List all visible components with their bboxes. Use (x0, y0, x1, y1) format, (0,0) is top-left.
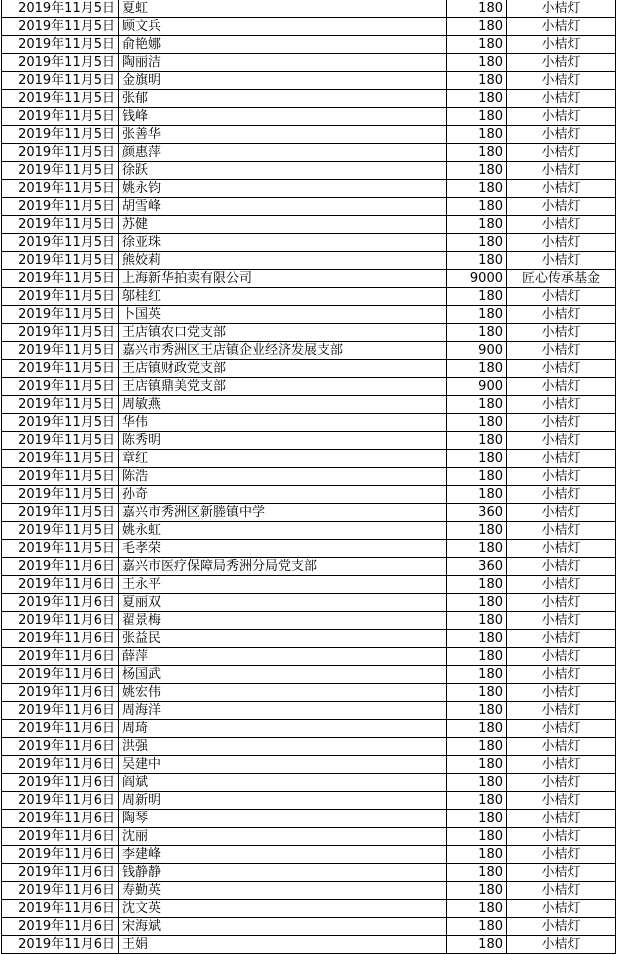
amount-cell: 180 (447, 414, 507, 432)
date-cell: 2019年11月5日 (2, 468, 119, 486)
table-row (2, 792, 616, 810)
amount-cell: 180 (447, 396, 507, 414)
date-cell: 2019年11月5日 (2, 414, 119, 432)
date-cell: 2019年11月6日 (2, 558, 119, 576)
table-row (2, 252, 616, 270)
donor-name-cell: 王店镇鼎美党支部 (119, 378, 447, 396)
donor-name-cell: 夏丽双 (119, 594, 447, 612)
donor-name-cell: 姚宏伟 (119, 684, 447, 702)
donor-name-cell: 薛萍 (119, 648, 447, 666)
purpose-cell: 小桔灯 (507, 792, 616, 810)
amount-cell: 180 (447, 252, 507, 270)
donor-name-cell: 陈浩 (119, 468, 447, 486)
donor-name-cell: 华伟 (119, 414, 447, 432)
donor-name-cell: 陶琴 (119, 810, 447, 828)
donor-name-cell: 王店镇财政党支部 (119, 360, 447, 378)
donor-name-cell: 章红 (119, 450, 447, 468)
purpose-cell: 小桔灯 (507, 774, 616, 792)
amount-cell: 180 (447, 936, 507, 954)
purpose-cell: 小桔灯 (507, 900, 616, 918)
purpose-cell: 小桔灯 (507, 216, 616, 234)
purpose-cell: 小桔灯 (507, 180, 616, 198)
date-cell: 2019年11月5日 (2, 126, 119, 144)
date-cell: 2019年11月6日 (2, 684, 119, 702)
purpose-cell: 小桔灯 (507, 252, 616, 270)
donation-table (1, 0, 616, 954)
purpose-cell: 小桔灯 (507, 144, 616, 162)
date-cell: 2019年11月5日 (2, 288, 119, 306)
amount-cell: 360 (447, 558, 507, 576)
table-row (2, 594, 616, 612)
amount-cell: 180 (447, 774, 507, 792)
table-row (2, 162, 616, 180)
purpose-cell: 小桔灯 (507, 738, 616, 756)
amount-cell: 180 (447, 522, 507, 540)
purpose-cell: 小桔灯 (507, 54, 616, 72)
table-row (2, 936, 616, 954)
table-row (2, 126, 616, 144)
purpose-cell: 小桔灯 (507, 90, 616, 108)
amount-cell: 180 (447, 594, 507, 612)
date-cell: 2019年11月6日 (2, 846, 119, 864)
donor-name-cell: 姚永虹 (119, 522, 447, 540)
table-row (2, 288, 616, 306)
date-cell: 2019年11月5日 (2, 252, 119, 270)
date-cell: 2019年11月5日 (2, 522, 119, 540)
date-cell: 2019年11月6日 (2, 792, 119, 810)
table-row (2, 828, 616, 846)
purpose-cell: 小桔灯 (507, 396, 616, 414)
purpose-cell: 小桔灯 (507, 432, 616, 450)
table-row (2, 864, 616, 882)
donor-name-cell: 俞艳娜 (119, 36, 447, 54)
date-cell: 2019年11月5日 (2, 504, 119, 522)
amount-cell: 900 (447, 378, 507, 396)
amount-cell: 180 (447, 900, 507, 918)
table-row (2, 36, 616, 54)
donor-name-cell: 钱峰 (119, 108, 447, 126)
amount-cell: 180 (447, 144, 507, 162)
table-row (2, 756, 616, 774)
donor-name-cell: 姚永钧 (119, 180, 447, 198)
table-row (2, 432, 616, 450)
table-row (2, 900, 616, 918)
amount-cell: 180 (447, 36, 507, 54)
date-cell: 2019年11月6日 (2, 612, 119, 630)
amount-cell: 9000 (447, 270, 507, 288)
donor-name-cell: 周新明 (119, 792, 447, 810)
donor-name-cell: 苏健 (119, 216, 447, 234)
purpose-cell: 小桔灯 (507, 684, 616, 702)
donor-name-cell: 上海新华拍卖有限公司 (119, 270, 447, 288)
amount-cell: 180 (447, 108, 507, 126)
date-cell: 2019年11月5日 (2, 450, 119, 468)
date-cell: 2019年11月5日 (2, 36, 119, 54)
purpose-cell: 小桔灯 (507, 540, 616, 558)
donor-name-cell: 嘉兴市秀洲区新塍镇中学 (119, 504, 447, 522)
table-row (2, 0, 616, 18)
purpose-cell: 小桔灯 (507, 828, 616, 846)
purpose-cell: 小桔灯 (507, 342, 616, 360)
table-row (2, 378, 616, 396)
purpose-cell: 小桔灯 (507, 918, 616, 936)
donor-name-cell: 寿勤英 (119, 882, 447, 900)
table-row (2, 360, 616, 378)
amount-cell: 180 (447, 720, 507, 738)
donor-name-cell: 王永平 (119, 576, 447, 594)
date-cell: 2019年11月5日 (2, 378, 119, 396)
donor-name-cell: 宋海斌 (119, 918, 447, 936)
purpose-cell: 小桔灯 (507, 720, 616, 738)
date-cell: 2019年11月5日 (2, 198, 119, 216)
donor-name-cell: 卜国英 (119, 306, 447, 324)
purpose-cell: 小桔灯 (507, 36, 616, 54)
date-cell: 2019年11月5日 (2, 216, 119, 234)
amount-cell: 180 (447, 450, 507, 468)
amount-cell: 180 (447, 792, 507, 810)
table-row (2, 702, 616, 720)
donor-name-cell: 熊姣莉 (119, 252, 447, 270)
date-cell: 2019年11月6日 (2, 774, 119, 792)
date-cell: 2019年11月5日 (2, 18, 119, 36)
donor-name-cell: 嘉兴市医疗保障局秀洲分局党支部 (119, 558, 447, 576)
donor-name-cell: 陈秀明 (119, 432, 447, 450)
table-row (2, 630, 616, 648)
purpose-cell: 小桔灯 (507, 810, 616, 828)
date-cell: 2019年11月5日 (2, 432, 119, 450)
amount-cell: 180 (447, 90, 507, 108)
date-cell: 2019年11月6日 (2, 576, 119, 594)
date-cell: 2019年11月6日 (2, 756, 119, 774)
amount-cell: 180 (447, 828, 507, 846)
donor-name-cell: 周敏燕 (119, 396, 447, 414)
amount-cell: 180 (447, 864, 507, 882)
donor-name-cell: 颜惠萍 (119, 144, 447, 162)
date-cell: 2019年11月5日 (2, 0, 119, 18)
purpose-cell: 小桔灯 (507, 522, 616, 540)
amount-cell: 180 (447, 576, 507, 594)
amount-cell: 900 (447, 342, 507, 360)
amount-cell: 180 (447, 684, 507, 702)
donor-name-cell: 顾文兵 (119, 18, 447, 36)
amount-cell: 180 (447, 810, 507, 828)
purpose-cell: 匠心传承基金 (507, 270, 616, 288)
donor-name-cell: 吴建中 (119, 756, 447, 774)
purpose-cell: 小桔灯 (507, 162, 616, 180)
amount-cell: 180 (447, 702, 507, 720)
date-cell: 2019年11月5日 (2, 342, 119, 360)
purpose-cell: 小桔灯 (507, 288, 616, 306)
date-cell: 2019年11月5日 (2, 540, 119, 558)
purpose-cell: 小桔灯 (507, 612, 616, 630)
date-cell: 2019年11月6日 (2, 702, 119, 720)
amount-cell: 180 (447, 54, 507, 72)
table-row (2, 558, 616, 576)
table-row (2, 54, 616, 72)
date-cell: 2019年11月6日 (2, 720, 119, 738)
donor-name-cell: 张益民 (119, 630, 447, 648)
donor-name-cell: 李建峰 (119, 846, 447, 864)
date-cell: 2019年11月6日 (2, 828, 119, 846)
purpose-cell: 小桔灯 (507, 936, 616, 954)
purpose-cell: 小桔灯 (507, 504, 616, 522)
amount-cell: 180 (447, 486, 507, 504)
amount-cell: 180 (447, 756, 507, 774)
donor-name-cell: 徐亚珠 (119, 234, 447, 252)
amount-cell: 180 (447, 630, 507, 648)
amount-cell: 180 (447, 0, 507, 18)
table-row (2, 846, 616, 864)
table-row (2, 648, 616, 666)
amount-cell: 180 (447, 882, 507, 900)
purpose-cell: 小桔灯 (507, 414, 616, 432)
date-cell: 2019年11月5日 (2, 360, 119, 378)
amount-cell: 180 (447, 216, 507, 234)
amount-cell: 180 (447, 306, 507, 324)
purpose-cell: 小桔灯 (507, 558, 616, 576)
table-row (2, 324, 616, 342)
table-row (2, 270, 616, 288)
table-row (2, 738, 616, 756)
amount-cell: 360 (447, 504, 507, 522)
donor-name-cell: 邬桂红 (119, 288, 447, 306)
date-cell: 2019年11月6日 (2, 810, 119, 828)
date-cell: 2019年11月5日 (2, 270, 119, 288)
table-row (2, 180, 616, 198)
table-row (2, 666, 616, 684)
amount-cell: 180 (447, 324, 507, 342)
date-cell: 2019年11月6日 (2, 630, 119, 648)
amount-cell: 180 (447, 288, 507, 306)
donor-name-cell: 周海洋 (119, 702, 447, 720)
donor-name-cell: 夏虹 (119, 0, 447, 18)
date-cell: 2019年11月6日 (2, 666, 119, 684)
date-cell: 2019年11月5日 (2, 306, 119, 324)
table-row (2, 342, 616, 360)
purpose-cell: 小桔灯 (507, 378, 616, 396)
table-row (2, 396, 616, 414)
amount-cell: 180 (447, 18, 507, 36)
donor-name-cell: 沈文英 (119, 900, 447, 918)
donor-name-cell: 王店镇农口党支部 (119, 324, 447, 342)
amount-cell: 180 (447, 360, 507, 378)
amount-cell: 180 (447, 72, 507, 90)
amount-cell: 180 (447, 648, 507, 666)
date-cell: 2019年11月5日 (2, 108, 119, 126)
table-row (2, 576, 616, 594)
donor-name-cell: 张郁 (119, 90, 447, 108)
purpose-cell: 小桔灯 (507, 324, 616, 342)
table-row (2, 774, 616, 792)
date-cell: 2019年11月6日 (2, 900, 119, 918)
donor-name-cell: 阎斌 (119, 774, 447, 792)
date-cell: 2019年11月5日 (2, 54, 119, 72)
amount-cell: 180 (447, 666, 507, 684)
table-row (2, 918, 616, 936)
donor-name-cell: 杨国武 (119, 666, 447, 684)
date-cell: 2019年11月5日 (2, 90, 119, 108)
purpose-cell: 小桔灯 (507, 882, 616, 900)
amount-cell: 180 (447, 198, 507, 216)
date-cell: 2019年11月6日 (2, 648, 119, 666)
table-row (2, 810, 616, 828)
purpose-cell: 小桔灯 (507, 630, 616, 648)
purpose-cell: 小桔灯 (507, 666, 616, 684)
purpose-cell: 小桔灯 (507, 756, 616, 774)
table-row (2, 720, 616, 738)
donor-name-cell: 陶丽洁 (119, 54, 447, 72)
purpose-cell: 小桔灯 (507, 0, 616, 18)
date-cell: 2019年11月6日 (2, 882, 119, 900)
purpose-cell: 小桔灯 (507, 72, 616, 90)
date-cell: 2019年11月5日 (2, 324, 119, 342)
purpose-cell: 小桔灯 (507, 864, 616, 882)
donor-name-cell: 金旗明 (119, 72, 447, 90)
amount-cell: 180 (447, 234, 507, 252)
amount-cell: 180 (447, 540, 507, 558)
table-row (2, 234, 616, 252)
date-cell: 2019年11月5日 (2, 486, 119, 504)
donor-name-cell: 胡雪峰 (119, 198, 447, 216)
table-row (2, 306, 616, 324)
amount-cell: 180 (447, 162, 507, 180)
purpose-cell: 小桔灯 (507, 126, 616, 144)
purpose-cell: 小桔灯 (507, 306, 616, 324)
donor-name-cell: 徐跃 (119, 162, 447, 180)
amount-cell: 180 (447, 918, 507, 936)
purpose-cell: 小桔灯 (507, 702, 616, 720)
donor-name-cell: 孙奇 (119, 486, 447, 504)
table-row (2, 72, 616, 90)
amount-cell: 180 (447, 468, 507, 486)
purpose-cell: 小桔灯 (507, 576, 616, 594)
table-row (2, 504, 616, 522)
purpose-cell: 小桔灯 (507, 594, 616, 612)
donor-name-cell: 沈丽 (119, 828, 447, 846)
purpose-cell: 小桔灯 (507, 18, 616, 36)
table-row (2, 90, 616, 108)
table-row (2, 882, 616, 900)
date-cell: 2019年11月5日 (2, 234, 119, 252)
table-row (2, 522, 616, 540)
table-row (2, 198, 616, 216)
date-cell: 2019年11月5日 (2, 144, 119, 162)
purpose-cell: 小桔灯 (507, 450, 616, 468)
table-row (2, 450, 616, 468)
table-row (2, 468, 616, 486)
date-cell: 2019年11月5日 (2, 72, 119, 90)
date-cell: 2019年11月5日 (2, 180, 119, 198)
table-row (2, 684, 616, 702)
table-row (2, 108, 616, 126)
donor-name-cell: 嘉兴市秀洲区王店镇企业经济发展支部 (119, 342, 447, 360)
purpose-cell: 小桔灯 (507, 468, 616, 486)
purpose-cell: 小桔灯 (507, 234, 616, 252)
amount-cell: 180 (447, 126, 507, 144)
date-cell: 2019年11月6日 (2, 864, 119, 882)
amount-cell: 180 (447, 612, 507, 630)
amount-cell: 180 (447, 180, 507, 198)
purpose-cell: 小桔灯 (507, 108, 616, 126)
donor-name-cell: 毛孝荣 (119, 540, 447, 558)
donor-name-cell: 翟景梅 (119, 612, 447, 630)
donor-name-cell: 钱静静 (119, 864, 447, 882)
amount-cell: 180 (447, 738, 507, 756)
amount-cell: 180 (447, 432, 507, 450)
purpose-cell: 小桔灯 (507, 486, 616, 504)
table-row (2, 144, 616, 162)
donor-name-cell: 洪强 (119, 738, 447, 756)
table-row (2, 540, 616, 558)
purpose-cell: 小桔灯 (507, 648, 616, 666)
purpose-cell: 小桔灯 (507, 360, 616, 378)
amount-cell: 180 (447, 846, 507, 864)
date-cell: 2019年11月6日 (2, 594, 119, 612)
date-cell: 2019年11月6日 (2, 918, 119, 936)
table-row (2, 486, 616, 504)
donor-name-cell: 张善华 (119, 126, 447, 144)
date-cell: 2019年11月6日 (2, 936, 119, 954)
table-row (2, 612, 616, 630)
table-row (2, 216, 616, 234)
purpose-cell: 小桔灯 (507, 198, 616, 216)
table-row (2, 414, 616, 432)
donor-name-cell: 王娟 (119, 936, 447, 954)
donation-table-body (2, 0, 616, 954)
date-cell: 2019年11月6日 (2, 738, 119, 756)
purpose-cell: 小桔灯 (507, 846, 616, 864)
date-cell: 2019年11月5日 (2, 396, 119, 414)
table-row (2, 18, 616, 36)
donor-name-cell: 周琦 (119, 720, 447, 738)
date-cell: 2019年11月5日 (2, 162, 119, 180)
